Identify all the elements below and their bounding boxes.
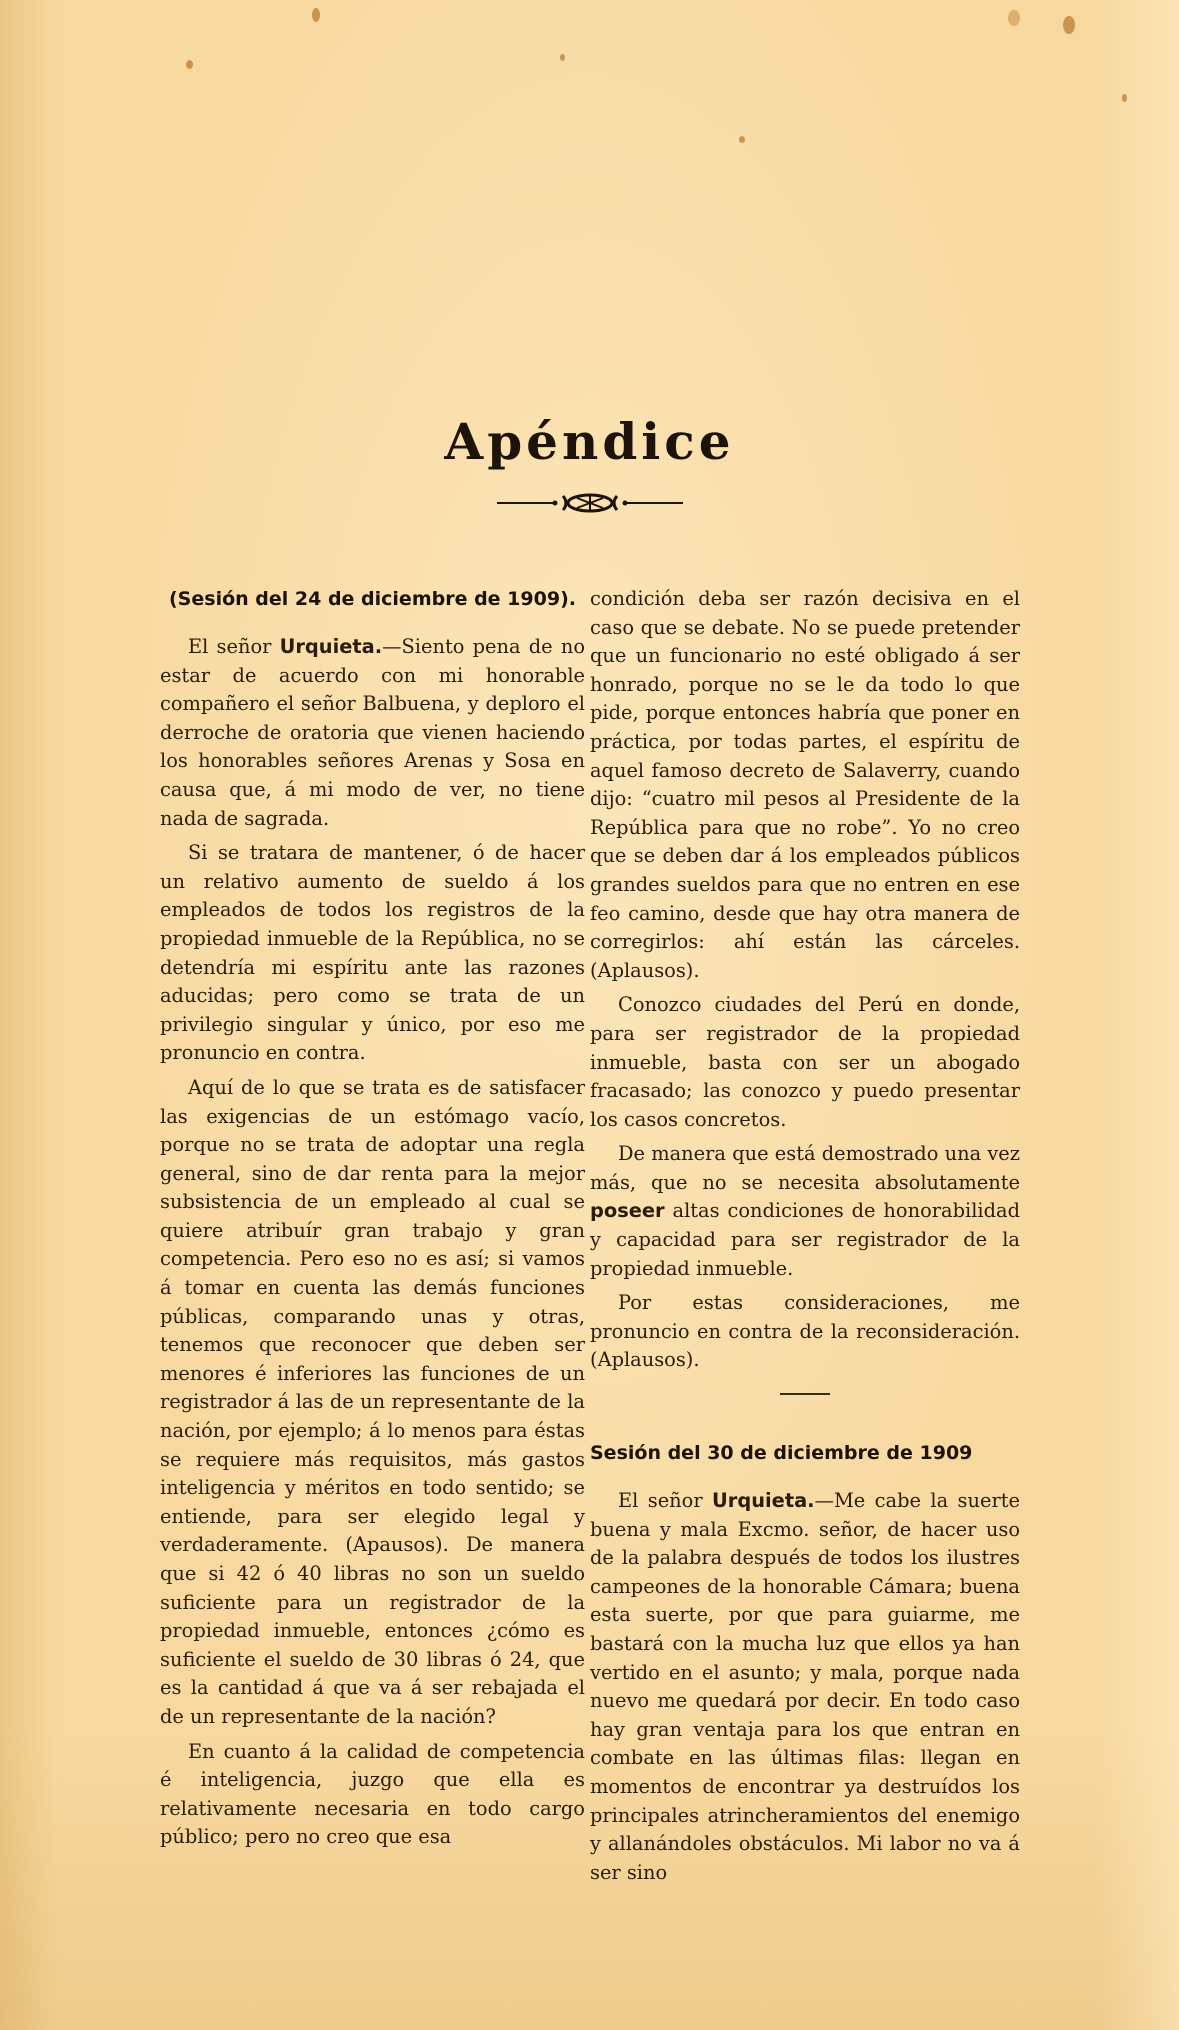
paper-stain: [1008, 10, 1020, 26]
paragraph-lead: El señor: [618, 1489, 713, 1513]
paragraph-continued: condición deba ser razón decisiva en el caso que se debate. No se puede pretender que un funcionario no esté obligado á ser honrado, porque no se le da todo lo que pide, porque entonces habría que poner en práctica, por todas partes, el espíritu de aquel famoso decreto de Salaverry, cuando dijo: “cuatro mil pesos al Presidente de la República para que no robe”. Yo no creo que se deben dar á los empleados públicos grandes sueldos para que no entren en ese feo camino, desde que hay otra manera de corregirlos: ahí están las cárceles. (Aplausos).: [590, 587, 1020, 982]
fleuron-divider-icon: [497, 490, 683, 516]
paragraph: Conozco ciudades del Perú en donde, para ser registrador de la propiedad inmueble, basta con ser un abogado fracasado; las conozco y puedo presentar los casos concretos.: [590, 993, 1020, 1131]
right-column: [590, 585, 1020, 1893]
paragraph: [590, 1487, 1020, 1887]
paper-stain: [1063, 16, 1075, 34]
paper-stain: [1122, 94, 1127, 102]
paragraph: En cuanto á la calidad de competencia é inteligencia, juzgo que ella es relativamente necesaria en todo cargo público; pero no creo que esa: [160, 1739, 585, 1849]
paragraph: Por estas consideraciones, me pronuncio en contra de la reconsideración. (Aplausos).: [590, 1291, 1020, 1372]
section-divider: [780, 1393, 830, 1395]
emphasized-word: poseer: [590, 1199, 665, 1223]
paragraph: [160, 633, 585, 833]
paper-stain: [739, 136, 745, 143]
paragraph-lead: El señor: [188, 635, 280, 658]
session-heading-30-dec: Sesión del 30 de diciembre de 1909: [590, 1442, 973, 1465]
paragraph-text: De manera que está demostrado una vez más, que no se necesita absolutamente: [590, 1142, 1020, 1194]
paragraph: Aquí de lo que se trata es de satisfacer las exigencias de un estómago vacío, porque no se trata de adoptar una regla general, sino de dar renta para la mejor subsistencia de un empleado al cual se quiere atribuír gran trabajo y gran competencia. Pero eso no es así; si vamos á tomar en cuenta las demás funciones públicas, comparando unas y otras, tenemos que reconocer que deben ser menores é inferiores las funciones de un registrador á las de un representante de la nación, por ejemplo; á lo menos para éstas se requiere más requisitos, más gastos inteligencia y méritos en todo sentido; se entiende, para ser elegido legal y verdaderamente. (Apausos). De manera que si 42 ó 40 libras no son un sueldo suficiente para un registrador de la propiedad inmueble, entonces ¿cómo es suficiente el sueldo de 30 libras ó 24, que es la cantidad á que va á ser rebajada el de un representante de la nación?: [160, 1075, 585, 1728]
paragraph-text: —Me cabe la suerte buena y mala Excmo. señor, de hacer uso de la palabra después de todos los ilustres campeones de la honorable Cámara; buena esta suerte, por que para guiarme, me bastará con la mucha luz que ellos ya han vertido en el asunto; y mala, porque nada nuevo me quedará por decir. En todo caso hay gran ventaja para los que entran en combate en las últimas filas: llegan en momentos de encontrar ya destruídos los principales atrincheramientos del enemigo y allanándoles obstáculos. Mi labor no va á ser sino: [590, 1489, 1021, 1884]
paper-stain: [560, 54, 565, 61]
paper-stain: [312, 8, 320, 22]
page-title: Apéndice: [444, 412, 735, 471]
speaker-name: Urquieta.: [279, 635, 383, 658]
paragraph-text: altas condiciones de honorabilidad y capacidad para ser registrador de la propiedad inmueble.: [590, 1199, 1020, 1280]
left-column: [160, 585, 585, 1858]
paper-stain: [186, 60, 193, 69]
speaker-name: Urquieta.: [712, 1489, 815, 1513]
paragraph-text: —Siento pena de no estar de acuerdo con mi honorable compañero el señor Balbuena, y deploro el derroche de oratoria que vienen haciendo los honorables señores Arenas y Sosa en causa que, á mi modo de ver, no tiene nada de sagrada.: [160, 635, 585, 830]
session-heading-24-dec: (Sesión del 24 de diciembre de 1909).: [169, 588, 576, 610]
paragraph: Si se tratara de mantener, ó de hacer un relativo aumento de sueldo á los empleados de todos los registros de la propiedad inmueble de la República, no se detendría mi espíritu ante las razones aducidas; pero como se trata de un privilegio singular y único, por eso me pronuncio en contra.: [160, 841, 585, 1065]
paragraph: [590, 1140, 1020, 1283]
